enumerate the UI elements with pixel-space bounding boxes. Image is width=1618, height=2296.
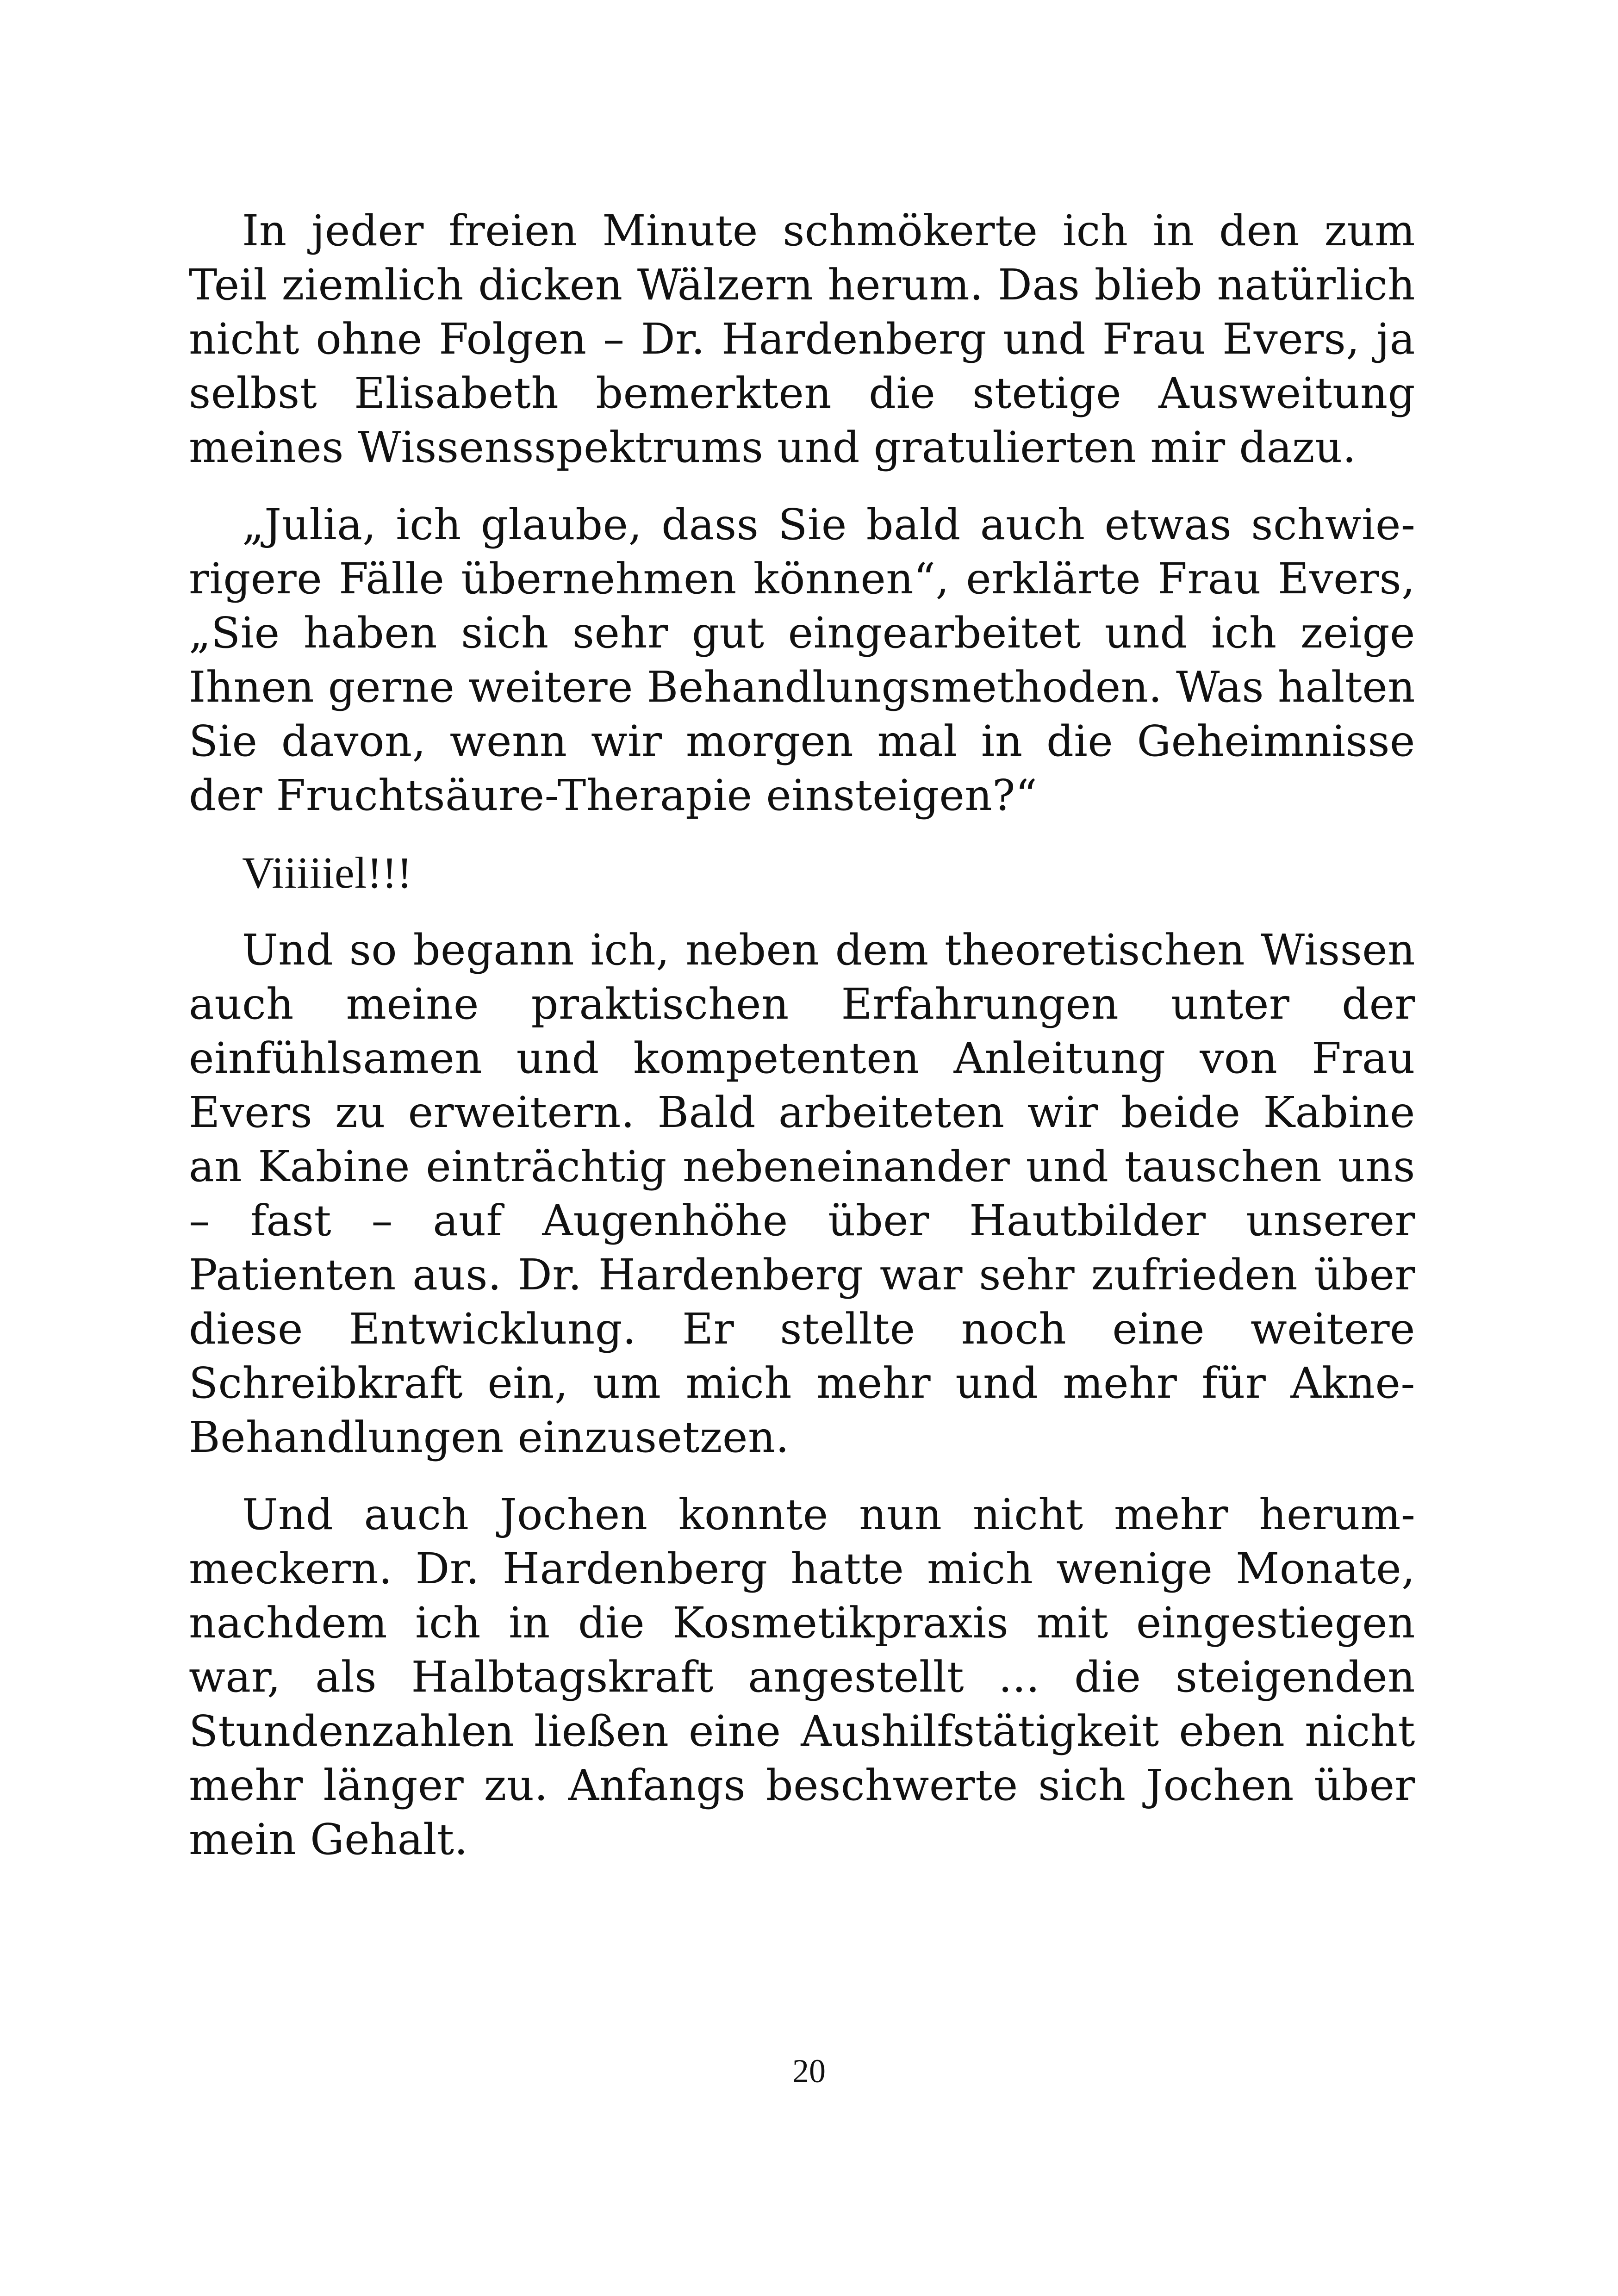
- paragraph-2: „Julia, ich glaube, dass Sie bald auch etwas schwierigere Fälle übernehmen können“, erklärte Frau Evers, „Sie haben sich sehr gut eingearbeitet und ich zeige Ihnen gerne weitere Behandlungsmethoden. Was halten Sie davon, wenn wir morgen mal in die Geheimnisse der Fruchtsäure-Therapie einsteigen?“: [189, 500, 1416, 820]
- body-text: [189, 204, 1415, 1890]
- paragraph-5: Und auch Jochen konnte nun nicht mehr herummeckern. Dr. Hardenberg hatte mich wenige Monate, nachdem ich in die Kosmetikpraxis mit eingestiegen war, als Halbtagskraft angestellt ... die steigenden Stundenzahlen ließen eine Aushilfstätigkeit eben nicht mehr länger zu. Anfangs beschwerte sich Jochen über mein Gehalt.: [189, 1490, 1415, 1864]
- paragraph-4: Und so begann ich, neben dem theoretischen Wissen auch meine praktischen Erfahrungen unter der einfühlsamen und kompetenten Anleitung von Frau Evers zu erweitern. Bald arbeiteten wir beide Kabine an Kabine einträchtig nebeneinander und tauschen uns – fast – auf Augenhöhe über Hautbilder unserer Patienten aus. Dr. Hardenberg war sehr zufrieden über diese Entwicklung. Er stellte noch eine weitere Schreibkraft ein, um mich mehr und mehr für Akne-Behandlungen einzusetzen.: [189, 925, 1415, 1462]
- paragraph-3: Viiiiiel!!!: [242, 848, 412, 897]
- paragraph-1: In jeder freien Minute schmökerte ich in den zum Teil ziemlich dicken Wälzern herum. Das blieb natürlich nicht ohne Folgen – Dr. Hardenberg und Frau Evers, ja selbst Elisabeth bemerkten die stetige Ausweitung meines Wissensspektrums und gratulierten mir dazu.: [189, 206, 1415, 472]
- page-number: 20: [792, 2053, 826, 2090]
